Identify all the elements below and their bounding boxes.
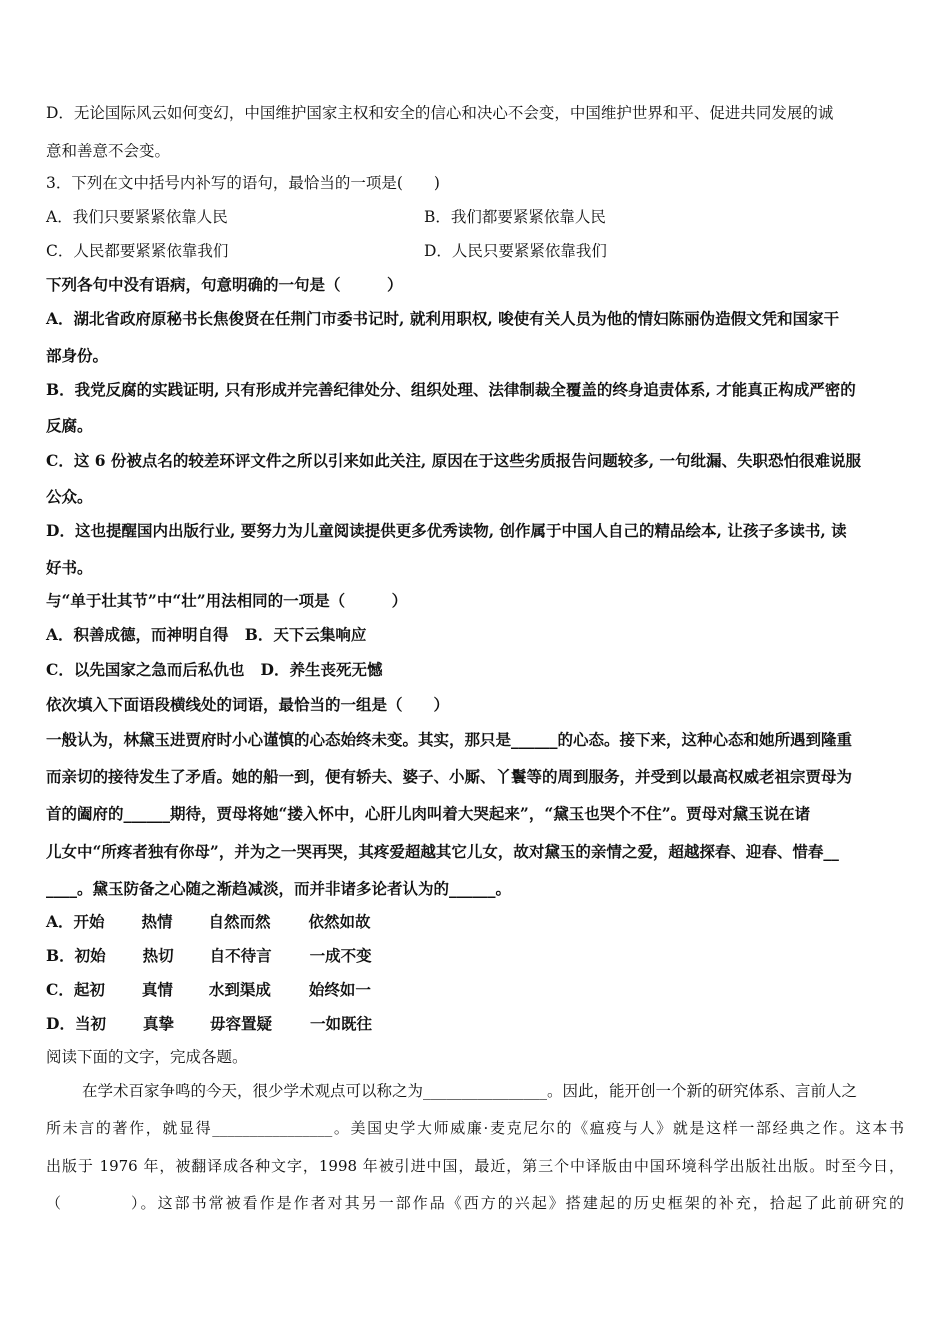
q6-passage-line4: 儿女中“所疼者独有你母”，并为之一哭再哭，其疼爱超越其它儿女，故对黛玉的亲情之爱，超越探春、迎春、惜春__ bbox=[46, 842, 839, 861]
q5-option-c: C．以先国家之急而后私仇也 bbox=[46, 660, 245, 679]
q3-option-b: B．我们都要紧紧依靠人民 bbox=[424, 208, 606, 226]
reading-line1: 在学术百家争鸣的今天，很少学术观点可以称之为________________。因此，能开创一个新的研究体系、言前人之 bbox=[82, 1082, 858, 1100]
q6-option-d: D．当初 真挚 毋容置疑 一如既往 bbox=[46, 1014, 372, 1033]
q4-option-b-line2: 反腐。 bbox=[46, 416, 93, 435]
q4-option-c-line2: 公众。 bbox=[46, 487, 93, 506]
q6-option-c: C．起初 真情 水到渠成 始终如一 bbox=[46, 980, 371, 999]
q5-option-b: B．天下云集响应 bbox=[244, 625, 367, 644]
q6-option-a: A．开始 热情 自然而然 依然如故 bbox=[46, 912, 371, 931]
q4-option-a-line1: A．湖北省政府原秘书长焦俊贤在任荆门市委书记时, 就利用职权, 唆使有关人员为他的情妇陈丽伪造假文凭和国家干 bbox=[46, 309, 840, 328]
q5-option-a: A．积善成德，而神明自得 bbox=[46, 625, 229, 644]
q4-option-a-line2: 部身份。 bbox=[46, 346, 109, 365]
q6-passage-line5: ____。黛玉防备之心随之渐趋减淡，而并非诸多论者认为的______。 bbox=[46, 879, 512, 898]
reading-line4: （ ）。这部书常被看作是作者对其另一部作品《西方的兴起》搭建起的历史框架的补充，拾起了此前研究的 bbox=[46, 1194, 904, 1212]
q3-options-row1 bbox=[46, 207, 606, 227]
q6-stem: 依次填入下面语段横线处的词语，最恰当的一组是（ ） bbox=[46, 695, 450, 714]
q5-options-row2 bbox=[46, 660, 383, 680]
q4-stem: 下列各句中没有语病，句意明确的一句是（ ） bbox=[46, 275, 403, 294]
q6-passage-line1: 一般认为，林黛玉进贾府时小心谨慎的心态始终未变。其实，那只是______的心态。接下来，这种心态和她所遇到隆重 bbox=[46, 730, 853, 749]
reading-line2: 所未言的著作，就显得________________。美国史学大师威廉·麦克尼尔的《瘟疫与人》就是这样一部经典之作。这本书 bbox=[46, 1119, 904, 1137]
q4-option-d-line1: D．这也提醒国内出版行业, 要努力为儿童阅读提供更多优秀读物, 创作属于中国人自己的精品绘本, 让孩子多读书, 读 bbox=[46, 521, 847, 540]
reading-intro: 阅读下面的文字，完成各题。 bbox=[46, 1048, 248, 1066]
q4-option-b-line1: B．我党反腐的实践证明, 只有形成并完善纪律处分、组织处理、法律制裁全覆盖的终身追责体系, 才能真正构成严密的 bbox=[46, 380, 856, 399]
q3-option-a: A．我们只要紧紧依靠人民 bbox=[46, 208, 228, 226]
q3-option-d: D．人民只要紧紧依靠我们 bbox=[424, 242, 607, 260]
q2-option-d-line1: D．无论国际风云如何变幻，中国维护国家主权和安全的信心和决心不会变，中国维护世界和平、促进共同发展的诚 bbox=[46, 104, 834, 122]
q3-stem: 3．下列在文中括号内补写的语句，最恰当的一项是( ) bbox=[46, 174, 440, 192]
q5-options-row1 bbox=[46, 625, 366, 645]
q5-stem: 与“单于壮其节”中“壮”用法相同的一项是（ ） bbox=[46, 591, 408, 610]
q5-option-d: D．养生丧死无憾 bbox=[260, 660, 383, 679]
q4-option-d-line2: 好书。 bbox=[46, 558, 93, 577]
q3-option-c: C．人民都要紧紧依靠我们 bbox=[46, 242, 229, 260]
q6-passage-line2: 而亲切的接待发生了矛盾。她的船一到，便有轿夫、婆子、小厮、丫鬟等的周到服务，并受到以最高权威老祖宗贾母为 bbox=[46, 767, 853, 786]
q6-passage-line3: 首的阖府的______期待，贾母将她“搂入怀中，心肝儿肉叫着大哭起来”，“黛玉也哭个不住”。贾母对黛玉说在诸 bbox=[46, 804, 811, 823]
q6-option-b: B．初始 热切 自不待言 一成不变 bbox=[46, 946, 372, 965]
q3-options-row2 bbox=[46, 241, 607, 261]
q2-option-d-line2: 意和善意不会变。 bbox=[46, 142, 171, 160]
q4-option-c-line1: C．这 6 份被点名的较差环评文件之所以引来如此关注, 原因在于这些劣质报告问题较多, 一句纰漏、失职恐怕很难说服 bbox=[46, 451, 862, 470]
reading-line3: 出版于 1976 年，被翻译成各种文字，1998 年被引进中国，最近，第三个中译版由中国环境科学出版社出版。时至今日， bbox=[46, 1157, 904, 1175]
